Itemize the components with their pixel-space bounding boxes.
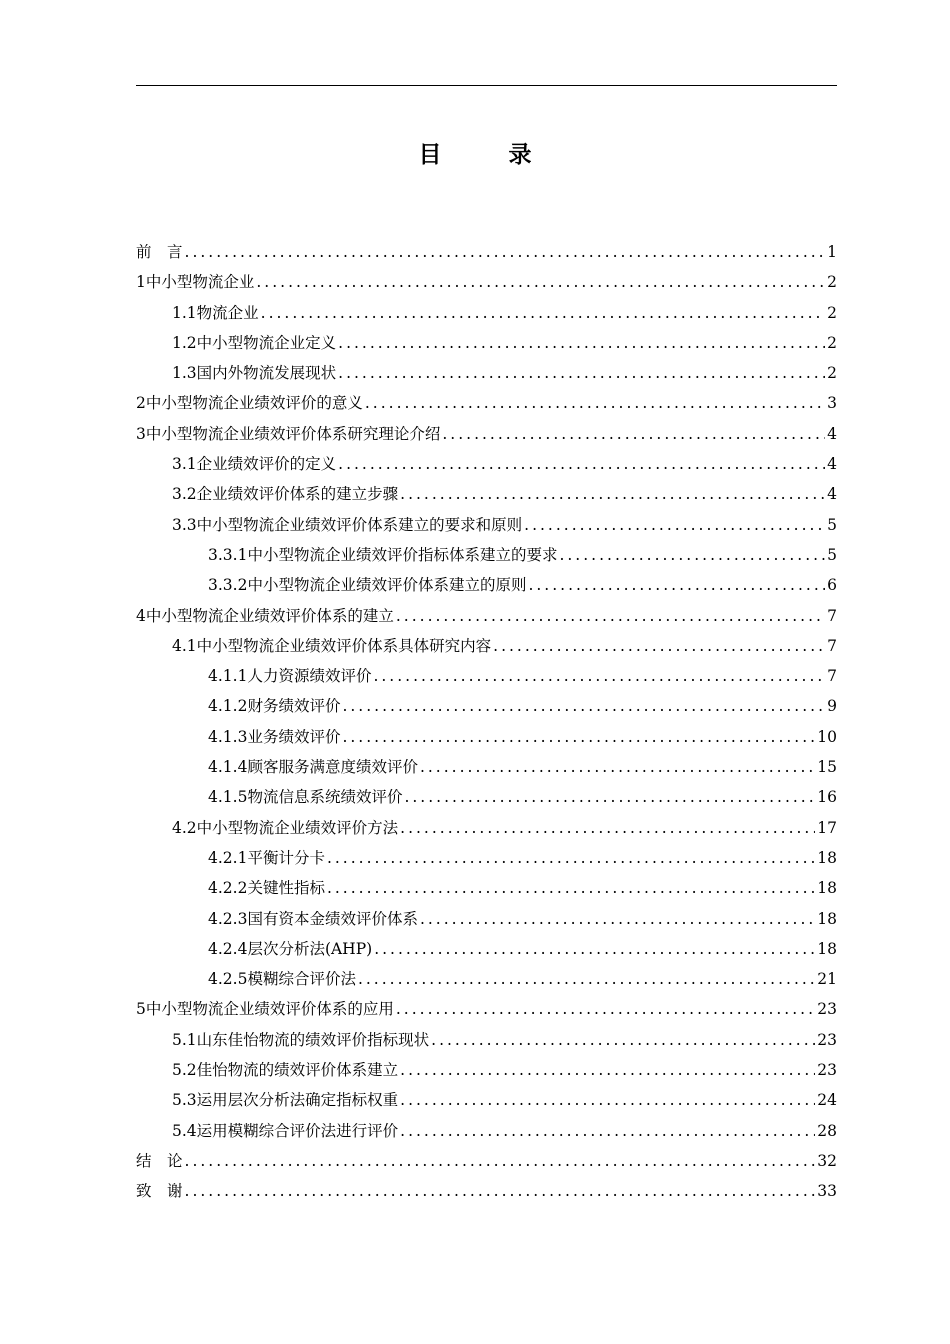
toc-dot-leader — [338, 449, 825, 479]
toc-entry[interactable] — [136, 873, 837, 903]
toc-entry[interactable] — [136, 570, 837, 600]
toc-dot-leader — [400, 1055, 815, 1085]
toc-entry[interactable] — [136, 904, 837, 934]
toc-dot-leader — [342, 691, 825, 721]
toc-entry-page-number: 1 — [827, 243, 837, 261]
toc-entry[interactable] — [136, 358, 837, 388]
toc-entry-page-number: 7 — [827, 606, 837, 625]
toc-entry-page-number: 32 — [817, 1151, 837, 1170]
toc-entry-label: 5.1山东佳怡物流的绩效评价指标现状 — [172, 1030, 430, 1049]
toc-dot-leader — [261, 298, 825, 328]
toc-entry-page-number: 7 — [827, 636, 837, 655]
toc-entry-label: 5.2佳怡物流的绩效评价体系建立 — [172, 1061, 399, 1080]
toc-entry-page-number: 28 — [817, 1121, 837, 1140]
toc-entry-page-number: 23 — [817, 1000, 837, 1019]
toc-entry[interactable] — [136, 449, 837, 479]
page-title: 目 录 — [418, 142, 554, 168]
toc-entry-page-number: 18 — [817, 909, 837, 928]
toc-entry-label: 致 谢 — [136, 1182, 183, 1201]
toc-entry-label: 4中小型物流企业绩效评价体系的建立 — [136, 606, 394, 625]
toc-dot-leader — [420, 904, 815, 934]
toc-dot-leader — [400, 1116, 815, 1146]
toc-dot-leader — [431, 1025, 815, 1055]
toc-entry[interactable] — [136, 813, 837, 843]
toc-entry-label: 3中小型物流企业绩效评价体系研究理论介绍 — [136, 424, 441, 443]
toc-entry-label: 4.1.3业务绩效评价 — [208, 727, 341, 746]
toc-entry-page-number: 4 — [827, 424, 837, 443]
toc-entry[interactable] — [136, 540, 837, 570]
toc-dot-leader — [524, 510, 825, 540]
toc-entry[interactable] — [136, 601, 837, 631]
toc-entry-label: 4.2.3国有资本金绩效评价体系 — [208, 909, 418, 928]
toc-entry-label: 3.3.1中小型物流企业绩效评价指标体系建立的要求 — [208, 545, 558, 564]
toc-entry[interactable] — [136, 298, 837, 328]
toc-entry[interactable] — [136, 510, 837, 540]
toc-dot-leader — [404, 782, 815, 812]
table-of-contents — [136, 237, 837, 1207]
toc-entry[interactable] — [136, 934, 837, 964]
toc-entry-label: 4.2中小型物流企业绩效评价方法 — [172, 818, 399, 837]
header-rule — [136, 85, 837, 86]
toc-entry-label: 结 论 — [136, 1151, 183, 1170]
toc-entry-label: 1.2中小型物流企业定义 — [172, 333, 337, 352]
toc-entry-label: 1.1物流企业 — [172, 303, 259, 322]
toc-entry[interactable] — [136, 267, 837, 297]
toc-entry[interactable] — [136, 843, 837, 873]
toc-entry-page-number: 18 — [817, 879, 837, 898]
toc-entry[interactable] — [136, 661, 837, 691]
toc-entry-page-number: 4 — [827, 455, 837, 474]
toc-entry[interactable] — [136, 964, 837, 994]
toc-entry-label: 4.1.5物流信息系统绩效评价 — [208, 788, 403, 807]
toc-entry-label: 4.2.4层次分析法(AHP) — [208, 939, 373, 958]
toc-dot-leader — [327, 843, 815, 873]
toc-entry-page-number: 17 — [817, 818, 837, 837]
toc-dot-leader — [338, 358, 825, 388]
toc-entry-label: 3.3中小型物流企业绩效评价体系建立的要求和原则 — [172, 515, 523, 534]
toc-dot-leader — [185, 1176, 816, 1206]
toc-entry[interactable] — [136, 237, 837, 267]
toc-entry-label: 3.2企业绩效评价体系的建立步骤 — [172, 485, 399, 504]
toc-entry[interactable] — [136, 994, 837, 1024]
toc-dot-leader — [365, 388, 825, 418]
toc-entry[interactable] — [136, 631, 837, 661]
toc-entry-page-number: 21 — [817, 970, 837, 989]
toc-entry-page-number: 4 — [827, 485, 837, 504]
toc-entry-label: 5.3运用层次分析法确定指标权重 — [172, 1091, 399, 1110]
toc-entry-label: 2中小型物流企业绩效评价的意义 — [136, 394, 363, 413]
toc-entry[interactable] — [136, 479, 837, 509]
toc-dot-leader — [373, 661, 825, 691]
toc-dot-leader — [185, 237, 826, 267]
toc-entry-label: 4.2.5模糊综合评价法 — [208, 970, 356, 989]
toc-entry-page-number: 23 — [817, 1061, 837, 1080]
toc-entry-label: 1中小型物流企业 — [136, 273, 255, 292]
toc-entry-page-number: 18 — [817, 939, 837, 958]
toc-entry-page-number: 18 — [817, 848, 837, 867]
toc-entry[interactable] — [136, 782, 837, 812]
toc-entry-page-number: 5 — [827, 515, 837, 534]
toc-entry-label: 前 言 — [136, 243, 183, 261]
toc-dot-leader — [327, 873, 815, 903]
toc-entry[interactable] — [136, 419, 837, 449]
toc-entry-page-number: 23 — [817, 1030, 837, 1049]
toc-dot-leader — [400, 479, 825, 509]
toc-dot-leader — [400, 1085, 815, 1115]
toc-entry[interactable] — [136, 1085, 837, 1115]
toc-entry-page-number: 3 — [827, 394, 837, 413]
toc-dot-leader — [396, 994, 815, 1024]
toc-dot-leader — [420, 752, 815, 782]
toc-entry-page-number: 2 — [827, 333, 837, 352]
toc-entry-label: 4.2.2关键性指标 — [208, 879, 325, 898]
toc-entry[interactable] — [136, 722, 837, 752]
toc-dot-leader — [442, 419, 825, 449]
toc-entry[interactable] — [136, 1116, 837, 1146]
toc-dot-leader — [185, 1146, 816, 1176]
toc-entry[interactable] — [136, 388, 837, 418]
toc-dot-leader — [342, 722, 815, 752]
toc-entry-label: 1.3国内外物流发展现状 — [172, 364, 337, 383]
toc-dot-leader — [528, 570, 825, 600]
toc-entry-label: 4.1.2财务绩效评价 — [208, 697, 341, 716]
toc-entry[interactable] — [136, 752, 837, 782]
toc-entry-page-number: 10 — [817, 727, 837, 746]
toc-entry[interactable] — [136, 1025, 837, 1055]
toc-dot-leader — [400, 813, 815, 843]
toc-entry[interactable] — [136, 691, 837, 721]
toc-dot-leader — [559, 540, 825, 570]
toc-entry-page-number: 2 — [827, 364, 837, 383]
toc-entry-page-number: 16 — [817, 788, 837, 807]
toc-entry-page-number: 33 — [817, 1182, 837, 1201]
toc-entry-label: 5中小型物流企业绩效评价体系的应用 — [136, 1000, 394, 1019]
toc-entry-page-number: 9 — [827, 697, 837, 716]
toc-dot-leader — [396, 601, 825, 631]
toc-entry-page-number: 5 — [827, 545, 837, 564]
toc-entry-page-number: 7 — [827, 667, 837, 686]
toc-entry[interactable] — [136, 1146, 837, 1176]
toc-entry[interactable] — [136, 1055, 837, 1085]
toc-entry-label: 4.1.4顾客服务满意度绩效评价 — [208, 758, 418, 777]
toc-entry-label: 3.3.2中小型物流企业绩效评价体系建立的原则 — [208, 576, 527, 595]
toc-entry-page-number: 6 — [827, 576, 837, 595]
toc-entry-label: 4.2.1平衡计分卡 — [208, 848, 325, 867]
toc-entry-page-number: 24 — [817, 1091, 837, 1110]
toc-dot-leader — [374, 934, 815, 964]
toc-entry-label: 4.1中小型物流企业绩效评价体系具体研究内容 — [172, 636, 492, 655]
toc-entry-label: 5.4运用模糊综合评价法进行评价 — [172, 1121, 399, 1140]
toc-dot-leader — [358, 964, 815, 994]
toc-dot-leader — [338, 328, 825, 358]
toc-entry[interactable] — [136, 328, 837, 358]
toc-entry[interactable] — [136, 1176, 837, 1206]
toc-dot-leader — [493, 631, 825, 661]
toc-entry-page-number: 15 — [817, 758, 837, 777]
toc-entry-page-number: 2 — [827, 303, 837, 322]
toc-entry-page-number: 2 — [827, 273, 837, 292]
toc-entry-label: 3.1企业绩效评价的定义 — [172, 455, 337, 474]
toc-entry-label: 4.1.1人力资源绩效评价 — [208, 667, 372, 686]
toc-dot-leader — [256, 267, 825, 297]
